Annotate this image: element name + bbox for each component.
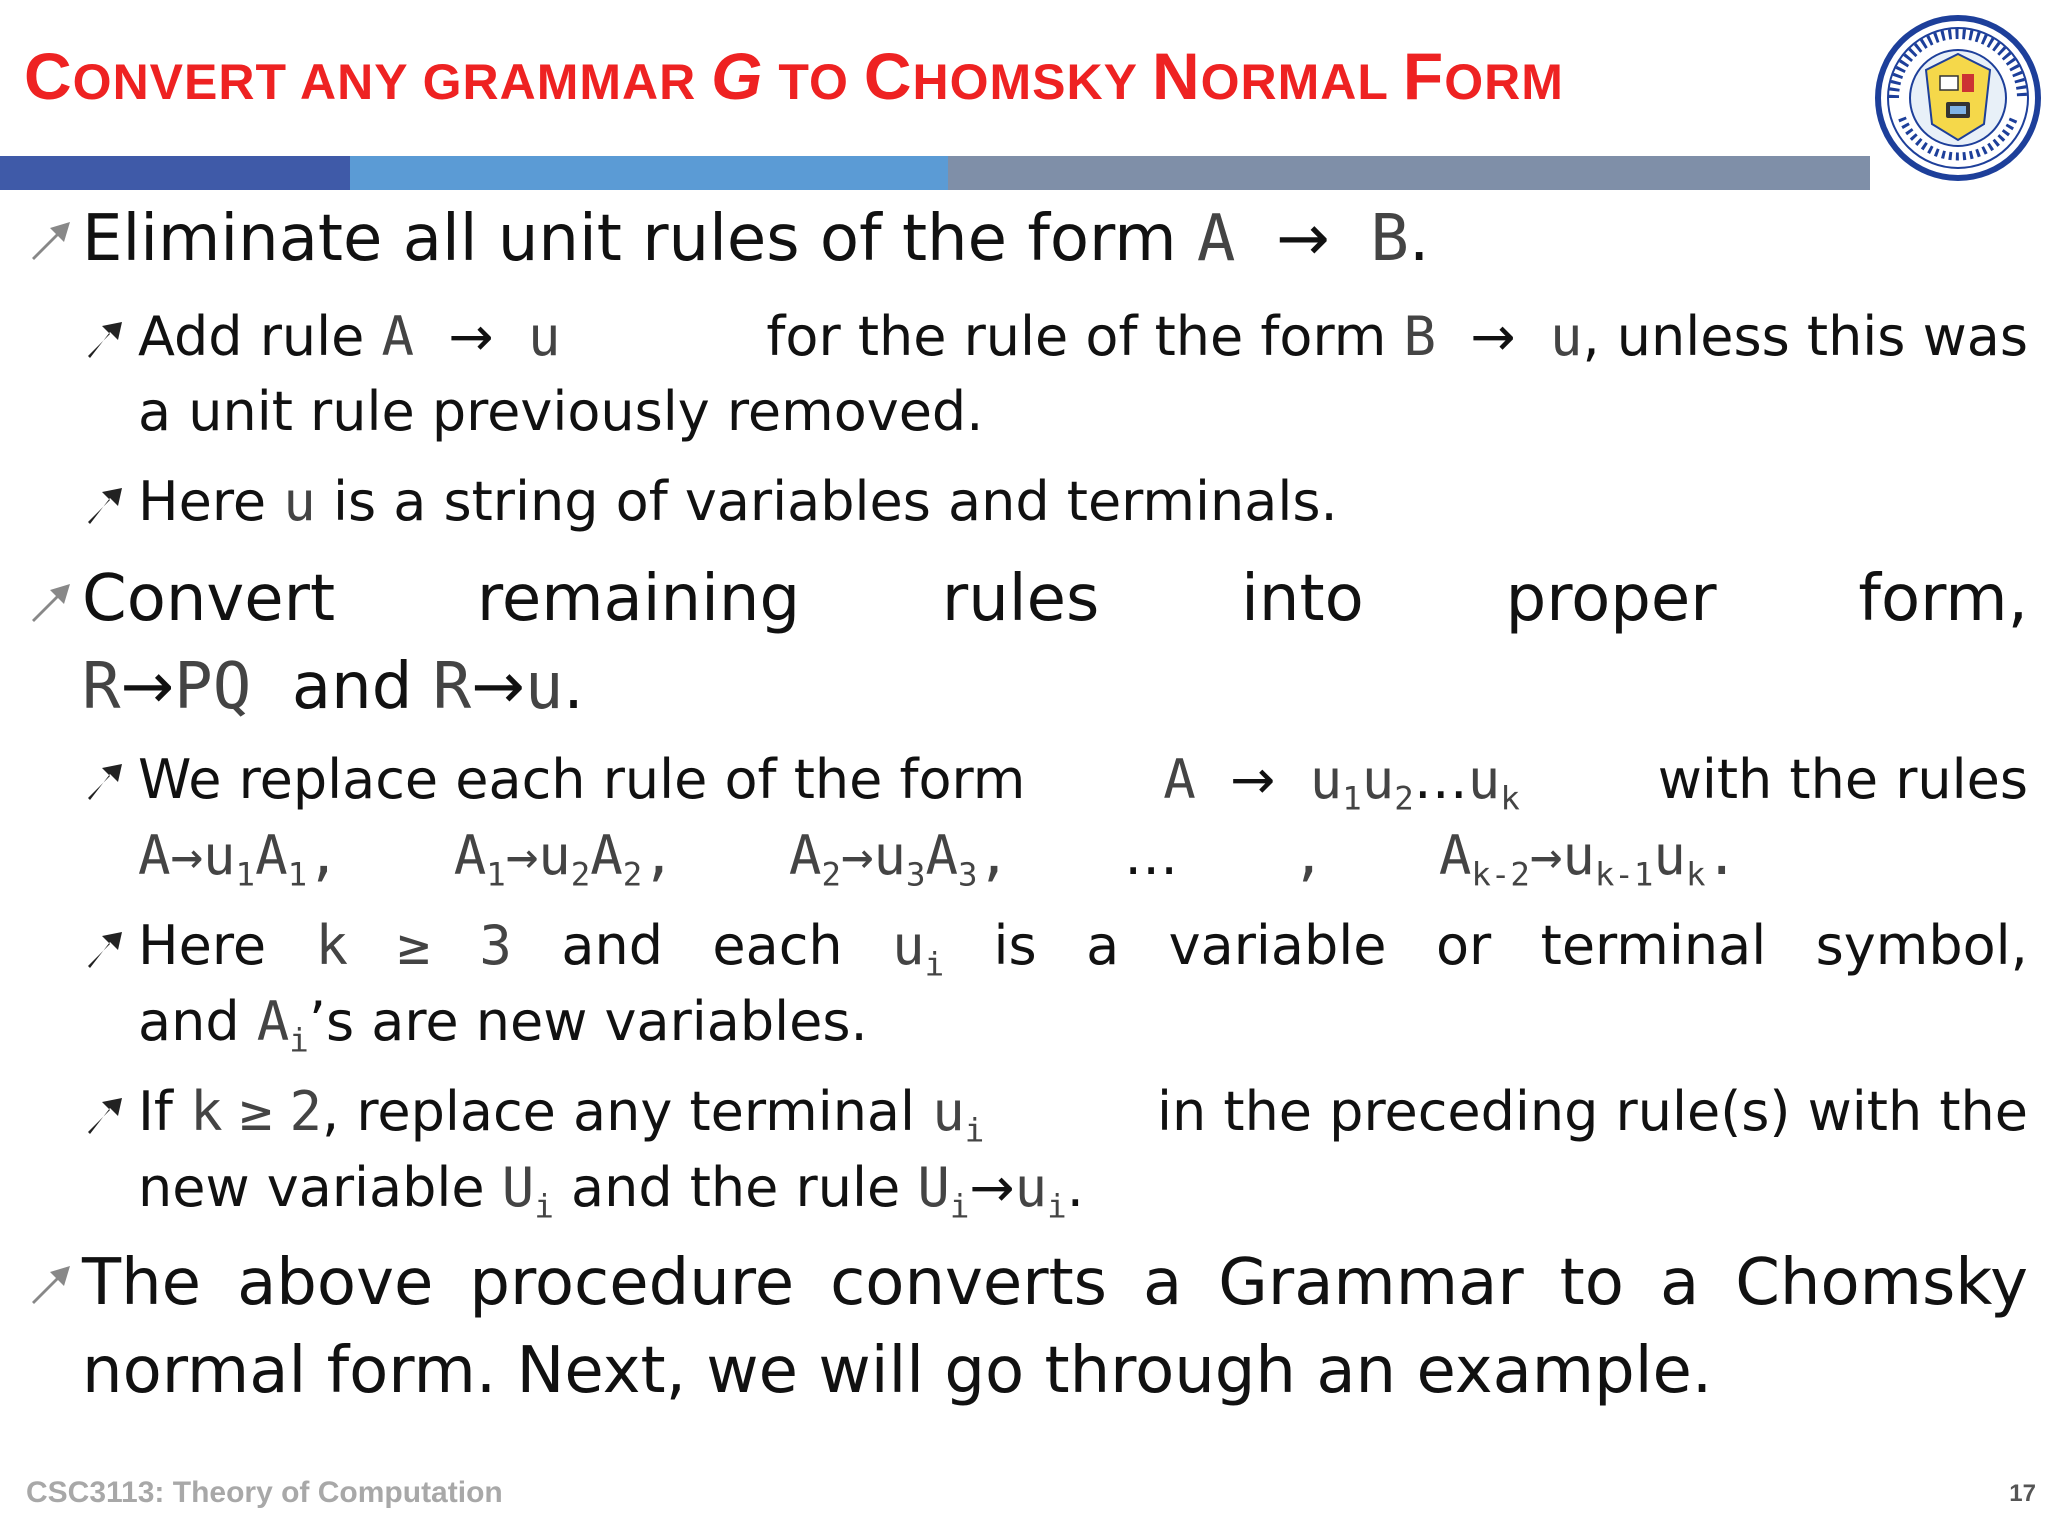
university-seal-logo xyxy=(1874,14,2042,182)
arrow-up-right-icon xyxy=(84,928,126,970)
bullet-1-sub-1: Add rule A → u for the rule of the form B → u, unless this was xyxy=(138,305,2028,368)
arrow-up-right-icon xyxy=(84,484,126,526)
footer-course: CSC3113: Theory of Computation xyxy=(26,1476,503,1509)
bullet-1-sub-2: Here u is a string of variables and terminals. xyxy=(138,470,1338,533)
arrow-up-right-icon xyxy=(28,580,74,626)
bullet-2: Convert remaining rules into proper form, xyxy=(82,562,2028,636)
bullet-2-sub-3-line-2: new variable $U_i$ and the rule $U_i\to u_i$. xyxy=(138,1156,1084,1226)
bullet-1-sub-1-line-2: a unit rule previously removed. xyxy=(138,380,984,443)
bullet-2-sub-2: Here k ≥ 3 and each $u_i$ is a variable or terminal symbol, xyxy=(138,914,2028,984)
band-segment-dark-blue xyxy=(0,156,350,190)
bullet-3: The above procedure converts a Grammar to a Chomsky xyxy=(82,1246,2028,1320)
band-segment-light-blue xyxy=(350,156,948,190)
slide-title: CONVERT ANY GRAMMAR G TO CHOMSKY NORMAL FORM xyxy=(24,39,1564,113)
bullet-2-sub-1: We replace each rule of the form $A \to u_1u_2\dots u_k$ with the rules xyxy=(138,748,2028,818)
bullet-2-sub-3: If k ≥ 2, replace any terminal $u_i$ in the preceding rule(s) with the xyxy=(138,1080,2028,1150)
arrow-up-right-icon xyxy=(28,1262,74,1308)
bullet-1: Eliminate all unit rules of the form A → B. xyxy=(82,202,1430,276)
bullet-2-sub-1-line-2: $A\to u_1A_1$, $A_1\to u_2A_2$, $A_2\to u_3A_3$, … , $A_{k-2}\to u_{k-1}u_k$. xyxy=(138,824,1738,894)
band-segment-slate xyxy=(948,156,1870,190)
bullet-2-sub-2-line-2: and $A_i’s$ are new variables. xyxy=(138,990,868,1060)
arrow-up-right-icon xyxy=(28,218,74,264)
page-number: 17 xyxy=(2009,1480,2036,1507)
bullet-2-line-2: R→PQ and R→u. xyxy=(82,650,584,724)
title-underline-band xyxy=(0,156,1870,190)
bullet-3-line-2: normal form. Next, we will go through an example. xyxy=(82,1334,1713,1408)
arrow-up-right-icon xyxy=(84,1094,126,1136)
arrow-up-right-icon xyxy=(84,760,126,802)
arrow-up-right-icon xyxy=(84,318,126,360)
